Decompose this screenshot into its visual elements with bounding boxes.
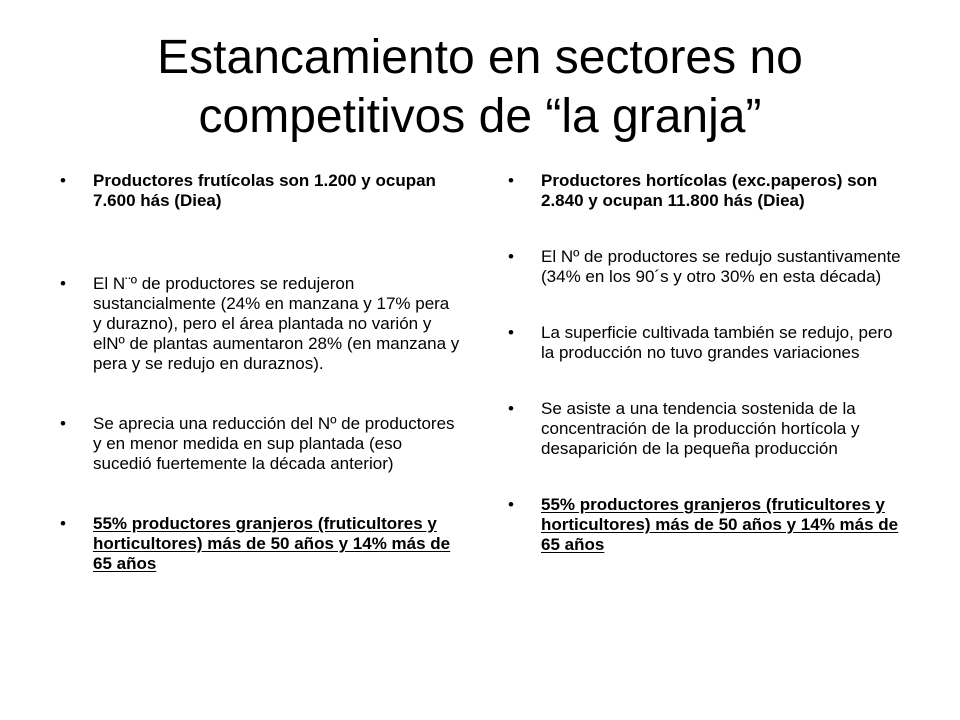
bullet-marker: •	[508, 399, 514, 418]
bullet-marker: •	[508, 247, 514, 266]
bullet-marker: •	[508, 323, 514, 342]
right-bullet-concentracion	[508, 399, 908, 459]
right-bullet-text: El Nº de productores se redujo sustantivamente (34% en los 90´s y otro 30% en esta década)	[541, 247, 901, 286]
left-column-list	[60, 171, 460, 574]
right-bullet-text: Se asiste a una tendencia sostenida de la concentración de la producción hortícola y desaparición de la pequeña producción	[541, 399, 860, 458]
left-bullet-text: Productores frutícolas son 1.200 y ocupan 7.600 hás (Diea)	[93, 171, 436, 210]
left-bullet-reduccion	[60, 414, 460, 474]
right-bullet-text: 55% productores granjeros (fruticultores y horticultores) más de 50 años y 14% más de 65 años	[541, 495, 899, 554]
right-bullet-text: Productores hortícolas (exc.paperos) son 2.840 y ocupan 11.800 hás (Diea)	[541, 171, 878, 210]
bullet-marker: •	[508, 495, 514, 514]
right-bullet-productores-reducidos	[508, 247, 908, 287]
left-bullet-productores-reducidos	[60, 274, 460, 374]
left-bullet-edad-productores	[60, 514, 460, 574]
right-bullet-edad-productores	[508, 495, 908, 555]
bullet-marker: •	[60, 171, 66, 190]
right-bullet-horticolas	[508, 171, 908, 211]
bullet-marker: •	[60, 414, 66, 433]
right-column-list	[508, 171, 908, 555]
bullet-marker: •	[508, 171, 514, 190]
right-bullet-text: La superficie cultivada también se redujo, pero la producción no tuvo grandes variaciones	[541, 323, 893, 362]
right-bullet-superficie	[508, 323, 908, 363]
bullet-marker: •	[60, 274, 66, 293]
slide-title: Estancamiento en sectores no competitivos de “la granja”	[157, 31, 803, 143]
left-bullet-text: 55% productores granjeros (fruticultores y horticultores) más de 50 años y 14% más de 65 años	[93, 514, 451, 573]
left-bullet-text: El N¨º de productores se redujeron sustancialmente (24% en manzana y 17% pera y durazno), pero el área plantada no varión y elNº de plantas aumentaron 28% (en manzana y pera y se redujo en duraznos).	[93, 274, 460, 373]
bullet-marker: •	[60, 514, 66, 533]
left-bullet-fruticolas	[60, 171, 460, 211]
left-bullet-text: Se aprecia una reducción del Nº de productores y en menor medida en sup plantada (eso sucedió fuertemente la década anterior)	[93, 414, 455, 473]
